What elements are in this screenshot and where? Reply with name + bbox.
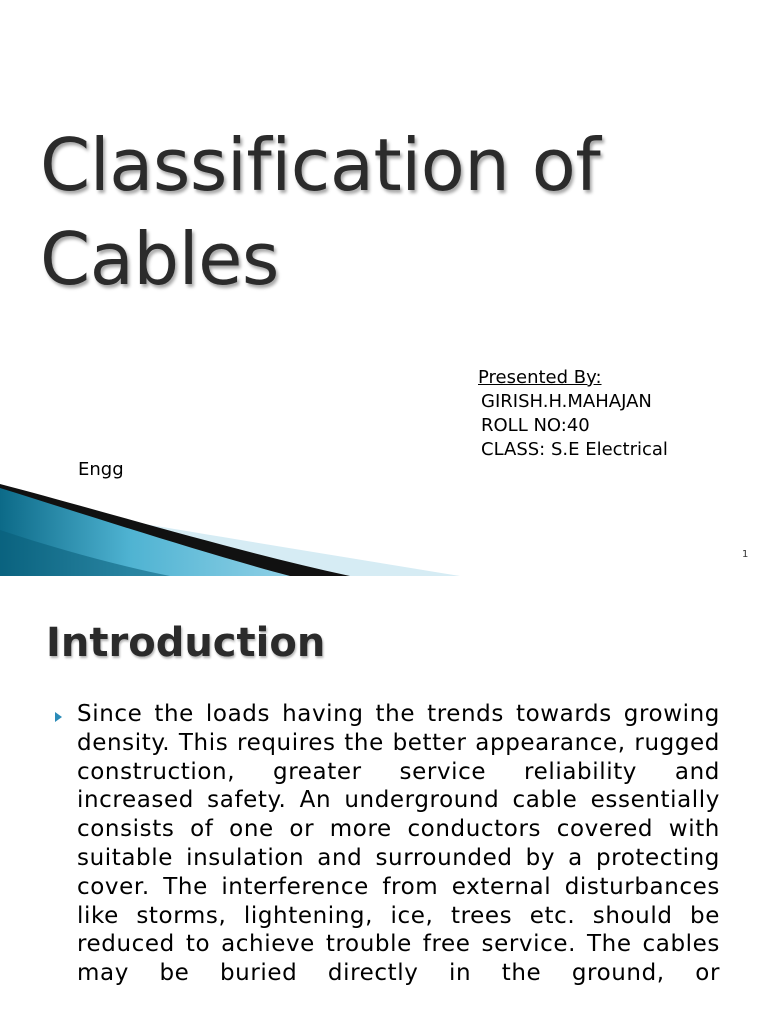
bullet-arrow-icon [55,712,62,722]
introduction-paragraph: Since the loads having the trends towards growing density. This requires the better appearance, rugged construction, greater service reliability and increased safety. An underground cable essentially consists of one or more conductors covered with suitable insulation and surrounded by a protecting cover. The interference from external disturbances like storms, lightening, ice, trees etc. should be reduced to achieve trouble free service. The cables may be buried directly in the ground, or [77,701,720,987]
slide-number: 1 [742,549,749,560]
presenter-block [478,366,668,462]
roll-number: ROLL NO:40 [481,415,590,436]
introduction-title: Introduction [46,620,326,666]
presented-by-label: Presented By: [478,367,602,388]
title-line-2: Cables [40,217,279,301]
class-line: CLASS: S.E Electrical [481,439,668,460]
class-continuation: Engg [78,459,124,480]
slide-title [40,118,740,306]
decorative-swoosh [0,470,768,576]
title-line-1: Classification of [40,123,601,207]
presenter-name: GIRISH.H.MAHAJAN [481,391,652,412]
